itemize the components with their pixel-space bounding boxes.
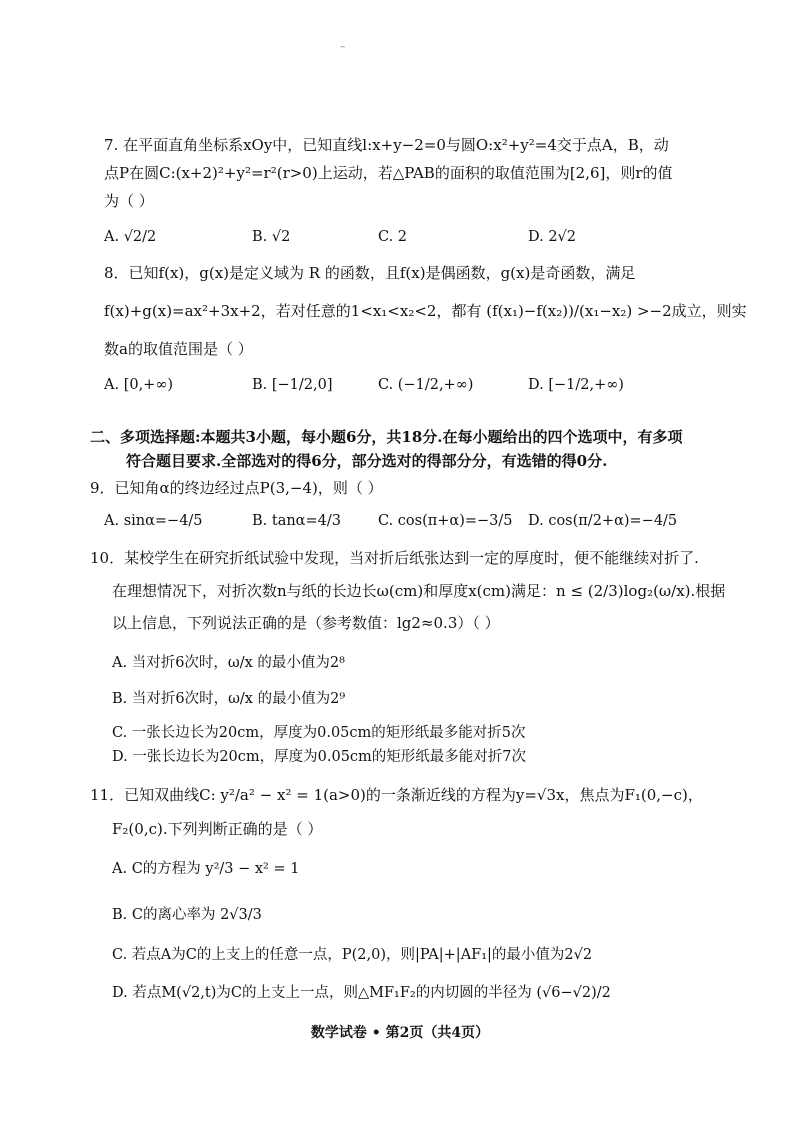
- q11-option-a: A. C的方程为 y²/3 − x² = 1: [112, 861, 300, 877]
- q7-option-a: A. √2/2: [104, 229, 157, 245]
- section-2-line1: 二、多项选择题:本题共3小题，每小题6分，共18分.在每小题给出的四个选项中，有多项: [90, 428, 683, 446]
- q7-option-b: B. √2: [252, 229, 291, 245]
- q9-option-d: D. cos(π/2+α)=−4/5: [528, 513, 678, 529]
- q10-line2: 在理想情况下，对折次数n与纸的长边长ω(cm)和厚度x(cm)满足：n ≤ (2/3)log₂(ω/x).根据: [112, 582, 726, 600]
- q8-line2: f(x)+g(x)=ax²+3x+2，若对任意的1<x₁<x₂<2，都有 (f(x₁)−f(x₂))/(x₁−x₂) >−2成立，则实: [104, 302, 747, 320]
- q7-line1: 7. 在平面直角坐标系xOy中，已知直线l:x+y−2=0与圆O:x²+y²=4交于点A，B，动: [104, 136, 669, 154]
- q10-option-d: D. 一张长边长为20cm，厚度为0.05cm的矩形纸最多能对折7次: [112, 749, 527, 765]
- q10-line3: 以上信息，下列说法正确的是（参考数值：lg2≈0.3）（ ）: [112, 614, 500, 632]
- page-mark: –: [340, 40, 346, 53]
- q10-option-a: A. 当对折6次时，ω/x 的最小值为2⁸: [112, 655, 345, 671]
- q9-option-c: C. cos(π+α)=−3/5: [378, 513, 513, 529]
- q7-option-c: C. 2: [378, 229, 408, 245]
- q8-option-d: D. [−1/2,+∞): [528, 377, 624, 393]
- q8-option-b: B. [−1/2,0]: [252, 377, 333, 393]
- q9-line1: 9．已知角α的终边经过点P(3,−4)，则（ ）: [90, 479, 383, 497]
- q11-option-b: B. C的离心率为 2√3/3: [112, 907, 262, 923]
- q9-option-b: B. tanα=4/3: [252, 513, 341, 529]
- q7-line2: 点P在圆C:(x+2)²+y²=r²(r>0)上运动，若△PAB的面积的取值范围为[2,6]，则r的值: [104, 164, 673, 182]
- page-footer: 数学试卷 • 第2页（共4页）: [310, 1025, 490, 1041]
- q8-line3: 数a的取值范围是（ ）: [104, 340, 253, 358]
- q8-option-a: A. [0,+∞): [104, 377, 174, 393]
- q8-line1: 8．已知f(x)，g(x)是定义域为 R 的函数，且f(x)是偶函数，g(x)是奇函数，满足: [104, 264, 636, 282]
- q7-line3: 为（ ）: [104, 192, 154, 210]
- q7-option-d: D. 2√2: [528, 229, 577, 245]
- q10-line1: 10．某校学生在研究折纸试验中发现，当对折后纸张达到一定的厚度时，便不能继续对折了.: [90, 549, 699, 567]
- q11-line1: 11．已知双曲线C: y²/a² − x² = 1(a>0)的一条渐近线的方程为y=√3x，焦点为F₁(0,−c)，: [90, 786, 703, 804]
- q11-option-c: C. 若点A为C的上支上的任意一点，P(2,0)，则|PA|+|AF₁|的最小值为2√2: [112, 947, 593, 963]
- q11-option-d: D. 若点M(√2,t)为C的上支上一点，则△MF₁F₂的内切圆的半径为 (√6−√2)/2: [112, 985, 611, 1001]
- q10-option-b: B. 当对折6次时，ω/x 的最小值为2⁹: [112, 691, 346, 707]
- q11-line2: F₂(0,c).下列判断正确的是（ ）: [112, 820, 323, 838]
- q9-option-a: A. sinα=−4/5: [104, 513, 203, 529]
- q10-option-c: C. 一张长边长为20cm，厚度为0.05cm的矩形纸最多能对折5次: [112, 725, 526, 741]
- section-2-line2: 符合题目要求.全部选对的得6分，部分选对的得部分分，有选错的得0分.: [126, 452, 608, 470]
- q8-option-c: C. (−1/2,+∞): [378, 377, 474, 393]
